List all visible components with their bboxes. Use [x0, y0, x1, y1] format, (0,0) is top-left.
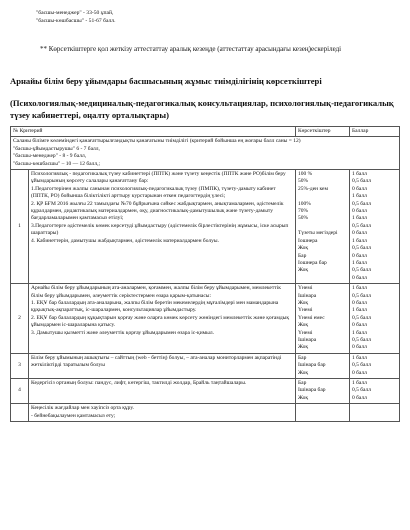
indicator-value: Бар — [298, 252, 307, 259]
indicator-value: Ішінара бар — [298, 362, 326, 369]
indicators-cell — [296, 379, 350, 404]
criterion-paragraph: 2. ҚР БҒМ 2016 жылғы 22 тамыздағы №70 бұйрығына сәйкес жабдықтармен, анықтамалармен, әдістемелік құралдармен, дидактикалық материалдармен, оқу, диагностикалық-дамытушылық және түзету-дамыту бағдарламаларымен қамтамасыз етілуі; — [31, 200, 284, 222]
points-value: 1 балл — [352, 329, 367, 336]
criterion-paragraph: 3. Дамытушы қызметті және әлеуметтік қорғау ұйымдарымен өзара іс-қимыл. — [31, 329, 214, 336]
points-value: 0,5 балл — [352, 178, 372, 185]
row-number: 4 — [11, 379, 29, 404]
points-cell — [350, 404, 400, 422]
table-intro-row — [11, 137, 400, 170]
indicator-value: Іошнера бар — [298, 259, 327, 266]
points-value: 0,5 балл — [352, 245, 372, 252]
criterion-paragraph: 1.Педагогтерінен жалпы санынан психологиялық-педагогикалық түзеу (ПМПК), түзету-дамыту кабинет (ППТК, РО) бойынша біліктілікті арттыру курстарынан өткен педагогтердің үлесі; — [31, 185, 276, 200]
points-value: 1 балл — [352, 215, 367, 222]
points-value: 0,5 балл — [352, 200, 372, 207]
indicator-value: Жоқ — [298, 394, 309, 401]
footnote: ** Көрсеткіштерге қол жеткізу аттестаттау аралық кезеңде (аттестаттау арасындағы кезең)ескеріледі — [40, 45, 342, 53]
points-cell — [350, 379, 400, 404]
indicator-value: Үнемі — [298, 285, 313, 292]
points-value: 0 балл — [352, 230, 367, 237]
criterion-paragraph: 3.Педагогтерге әдістемелік көмек көрсетуді ұйымдастыру (әдістемелік бірлестіктерінің жұмысы, іске асырып шараттары) — [31, 222, 289, 237]
indicator-value: Ішінара — [298, 292, 317, 299]
criterion-header — [11, 127, 296, 137]
indicator-value: 70% — [298, 208, 309, 215]
indicator-value: 100% — [298, 200, 311, 207]
points-value: 0 балл — [352, 274, 367, 281]
table-row — [11, 170, 400, 284]
indicators-header: Көрсеткіштер — [296, 127, 350, 137]
points-value: 1 балл — [352, 307, 367, 314]
points-header: Баллар — [350, 127, 400, 137]
points-value: 0 балл — [352, 344, 367, 351]
points-value: 0 балл — [352, 208, 367, 215]
row-number — [11, 404, 29, 422]
indicator-value: Жоқ — [298, 344, 309, 351]
criterion-paragraph: Білім беру ұйымының ашықтығы – сайттың (web - беттің) болуы, – ата-аналар мониторлармен ақпаратінді жеткіліктірді таратылым болуы — [31, 354, 282, 369]
points-cell — [350, 170, 400, 284]
points-value: 0 балл — [352, 394, 367, 401]
criterion-cell — [29, 284, 296, 354]
section-heading: Арнайы білім беру ұйымдары басшысының жұмыс тиімділігінің көрсеткіштері — [10, 76, 322, 86]
grade-levels — [36, 10, 115, 25]
criterion-paragraph: Психологиялық - педагогикалық түзеу кабинеттері (ППТК) және түзету кеңестік (ППТК және РО)білім беру ұйымдарының көрсету салалары қанағаттану бар: — [31, 171, 286, 185]
points-value: 0,5 балл — [352, 336, 372, 343]
indicators-cell — [296, 404, 350, 422]
criterion-paragraph: Арнайы білім беру ұйымдарының ата-аналармен, қоғаммен, жалпы білім беру ұйымдарымен, мемлекеттік білім беру ұйымдарымен, әлеуметтік серіктестермен өзара қарым-қатынасы: — [31, 285, 281, 299]
points-value: 1 балл — [352, 193, 367, 200]
indicator-value: Ішінара — [298, 336, 317, 343]
indicators-cell — [296, 170, 350, 284]
points-cell — [350, 284, 400, 354]
criterion-paragraph: Кедергісіз ортаның болуы: пандус, лифт, көтергіш, тактилді жолдар, Брайль таңтайшалары. — [31, 380, 247, 386]
indicator-value: Бар — [298, 380, 307, 386]
points-value: 0,5 балл — [352, 314, 372, 321]
indicator-value: Жоқ — [298, 299, 309, 306]
points-value: 1 балл — [352, 237, 367, 244]
points-value: 0,5 балл — [352, 267, 372, 274]
points-value: 0 балл — [352, 185, 367, 192]
indicator-value: Үнемі — [298, 307, 313, 314]
points-cell — [350, 353, 400, 378]
row-number: 1 — [11, 170, 29, 284]
intro-line: Саланы білімге көлеміндегі қанағаттырылғандықты қанағатыны тиімділігі (критерий бойынша ең жоғары балл саны = 12) — [13, 138, 301, 145]
points-value: 1 балл — [352, 380, 367, 386]
criterion-paragraph: Кеңесілік жағдайлар мен хауіпсіз орта құру. — [31, 405, 134, 412]
indicators-cell — [296, 284, 350, 354]
indicator-value — [298, 193, 347, 200]
intro-line: "басшы-ұйымдастырушы" 6 - 7 балл, — [13, 145, 100, 152]
criterion-paragraph: 1. ЕҚҰ бар балалардың ата-аналарына, жалпы білім беретін мекемелердің мұғалімдері мен мамандарына құқықтық-ақпараттық, іс-шаралармен, консультациялар ұйымдастыру. — [31, 299, 279, 314]
indicator-value: Жоқ — [298, 322, 309, 329]
grade-line: "басшы-менеджер" - 33-50 ұпай, — [36, 10, 114, 16]
criterion-paragraph: 2. ЕҚҰ бар балалардың құқықтарын қорғау және оларға көмек көрсету жөніндегі мемлекеттік және қоғамдық ұйымдармен іс-шараларына қатысу. — [31, 314, 290, 329]
indicator-value: Ішінара бар — [298, 387, 326, 394]
intro-line: "басшы-менеджер" - 8 - 9 балл, — [13, 153, 87, 160]
points-value: 0,5 балл — [352, 362, 372, 369]
row-number: 2 — [11, 284, 29, 354]
points-value: 0 балл — [352, 322, 367, 329]
table-row — [11, 284, 400, 354]
indicator-value: Түзеты мегіздері — [298, 230, 338, 237]
points-value: 0 балл — [352, 369, 367, 376]
row-number: 3 — [11, 353, 29, 378]
section-subheading: (Психологиялық-медициналық-педагогикалық консультациялар, психологиялық-педагогикалық түзеу кабинеттері, оңалту орталықтары) — [10, 98, 394, 120]
indicator-value: Жоқ — [298, 245, 309, 252]
criterion-paragraph: 4. Кабинеттерін, дамытушы жабдықтармен, әдістемелік материалдармен болуы. — [31, 237, 219, 244]
indicator-value: 25%-ден кем — [298, 185, 328, 192]
criterion-cell — [29, 353, 296, 378]
indicator-value: Іошнера — [298, 237, 318, 244]
number-header: № — [13, 128, 19, 134]
indicator-value: Бар — [298, 354, 307, 361]
points-value: 1 балл — [352, 354, 367, 361]
criterion-cell — [29, 170, 296, 284]
criterion-cell — [29, 379, 296, 404]
points-value: 1 балл — [352, 171, 367, 178]
table-header-row — [11, 127, 400, 137]
indicators-cell — [296, 353, 350, 378]
intro-cell — [11, 137, 400, 170]
indicator-value: 50% — [298, 178, 309, 185]
points-value: 1 балл — [352, 259, 367, 266]
table-row — [11, 379, 400, 404]
indicator-value: Үнемі емес — [298, 314, 325, 321]
grade-line: "басшы-көшбасшы" - 51-67 балл. — [36, 17, 116, 24]
criterion-cell — [29, 404, 296, 422]
points-value: 0 балл — [352, 299, 367, 306]
table-row — [11, 404, 400, 422]
indicator-value — [298, 223, 347, 230]
criterion-header-label: Критерий — [19, 128, 43, 134]
indicator-value: Үнемі — [298, 329, 313, 336]
intro-line: "басшы-көшбасшы" – 10 — 12 балл,; — [13, 160, 101, 167]
table-row — [11, 353, 400, 378]
criteria-table — [10, 126, 400, 422]
points-value: 0 балл — [352, 252, 367, 259]
points-value: 0,5 балл — [352, 222, 372, 229]
criteria-rows — [11, 170, 400, 422]
points-value: 0,5 балл — [352, 292, 372, 299]
indicator-value: Жоқ — [298, 267, 309, 274]
indicator-value: 50% — [298, 215, 309, 222]
points-value: 0,5 балл — [352, 387, 372, 394]
points-value: 1 балл — [352, 285, 367, 292]
indicator-value: 100 % — [298, 171, 313, 178]
indicator-value: Жоқ — [298, 369, 309, 376]
criterion-paragraph: - бейнебақылаумен қамтамасыз ету; — [31, 412, 116, 419]
